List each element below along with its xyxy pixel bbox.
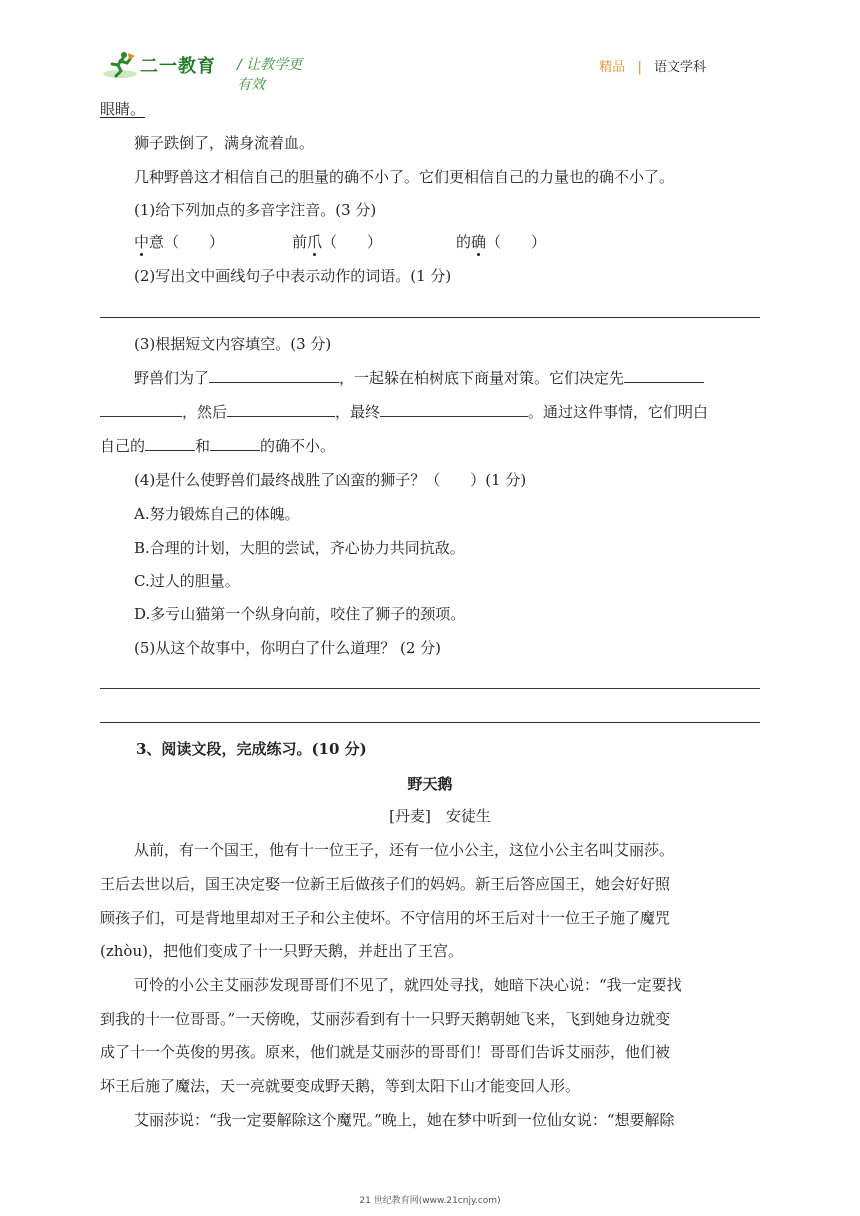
blank[interactable]	[100, 401, 182, 417]
page-footer: 21 世纪教育网(www.21cnjy.com)	[359, 1196, 501, 1206]
option-c: C.过人的胆量。	[134, 572, 240, 590]
answer-line[interactable]	[100, 722, 760, 723]
subject-label: 语文学科	[653, 60, 706, 75]
header-right	[599, 56, 706, 75]
answer-line[interactable]	[100, 317, 760, 318]
text-line: (zhòu)，把他们变成了十一只野天鹅，并赶出了王宫。	[100, 942, 463, 960]
slogan: / 让教学更有效	[237, 57, 303, 93]
answer-line[interactable]	[100, 688, 760, 689]
fill-line: ，然后 ，最终 。通过这件事情，它们明白	[100, 401, 708, 422]
fill-line: 自己的 和 的确不小。	[100, 437, 336, 455]
page-header	[100, 48, 760, 93]
quality-tag: 精品	[599, 60, 626, 75]
fill-line: 野兽们为了 ，一起躲在柏树底下商量对策。它们决定先	[134, 367, 704, 388]
option-a: A.努力锻炼自己的体魄。	[134, 505, 300, 523]
text-line: 几种野兽这才相信自己的胆量的确不小了。它们更相信自己的力量也的确不小了。	[134, 168, 675, 186]
polyphone-item: 前爪（ ）	[292, 233, 383, 251]
text-line: 艾丽莎说：“我一定要解除这个魔咒。”晚上，她在梦中听到一位仙女说：“想要解除	[134, 1111, 675, 1129]
question-3: (3)根据短文内容填空。(3 分)	[134, 335, 332, 353]
text-line: 成了十一个英俊的男孩。原来，他们就是艾丽莎的哥哥们！哥哥们告诉艾丽莎，他们被	[100, 1043, 671, 1061]
story-author: [丹麦] 安徒生	[389, 807, 491, 825]
polyphone-item: 中意（ ）	[134, 233, 225, 251]
logo	[102, 48, 312, 93]
question-5: (5)从这个故事中，你明白了什么道理？ (2 分)	[134, 639, 442, 657]
text-line: 顾孩子们，可是背地里却对王子和公主使坏。不守信用的坏王后对十一位王子施了魔咒	[100, 909, 671, 927]
polyphone-item: 的确（ ）	[456, 233, 547, 251]
runner-logo-icon	[102, 50, 138, 80]
option-d: D.多亏山猫第一个纵身向前，咬住了狮子的颈项。	[134, 605, 466, 623]
logo-text: 二一教育	[140, 56, 216, 77]
text-line: 到我的十一位哥哥。”一天傍晚，艾丽莎看到有十一只野天鹅朝她飞来，飞到她身边就变	[100, 1010, 671, 1028]
text-line: 可怜的小公主艾丽莎发现哥哥们不见了，就四处寻找，她暗下决心说：“我一定要找	[134, 976, 682, 994]
section-heading: 3、阅读文段，完成练习。(10 分)	[136, 740, 367, 758]
blank[interactable]	[209, 367, 339, 383]
question-2: (2)写出文中画线句子中表示动作的词语。(1 分)	[134, 267, 452, 285]
option-b: B.合理的计划，大胆的尝试，齐心协力共同抗敌。	[134, 539, 465, 557]
blank[interactable]	[145, 435, 195, 451]
question-4: (4)是什么使野兽们最终战胜了凶蛮的狮子？（ ）(1 分)	[134, 471, 527, 489]
text-line: 王后去世以后，国王决定娶一位新王后做孩子们的妈妈。新王后答应国王，她会好好照	[100, 875, 671, 893]
blank[interactable]	[227, 401, 335, 417]
question-1: (1)给下列加点的多音字注音。(3 分)	[134, 201, 377, 219]
header-separator: |	[637, 60, 642, 75]
blank[interactable]	[624, 367, 704, 383]
text-line: 狮子跌倒了，满身流着血。	[134, 134, 315, 152]
text-line: 从前，有一个国王，他有十一位王子，还有一位小公主，这位小公主名叫艾丽莎。	[134, 841, 675, 859]
story-title: 野天鹅	[407, 775, 453, 793]
text-line: 坏王后施了魔法，天一亮就要变成野天鹅，等到太阳下山才能变回人形。	[100, 1077, 581, 1095]
text-line: 眼睛。	[100, 100, 146, 118]
blank[interactable]	[210, 435, 260, 451]
blank[interactable]	[380, 401, 528, 417]
